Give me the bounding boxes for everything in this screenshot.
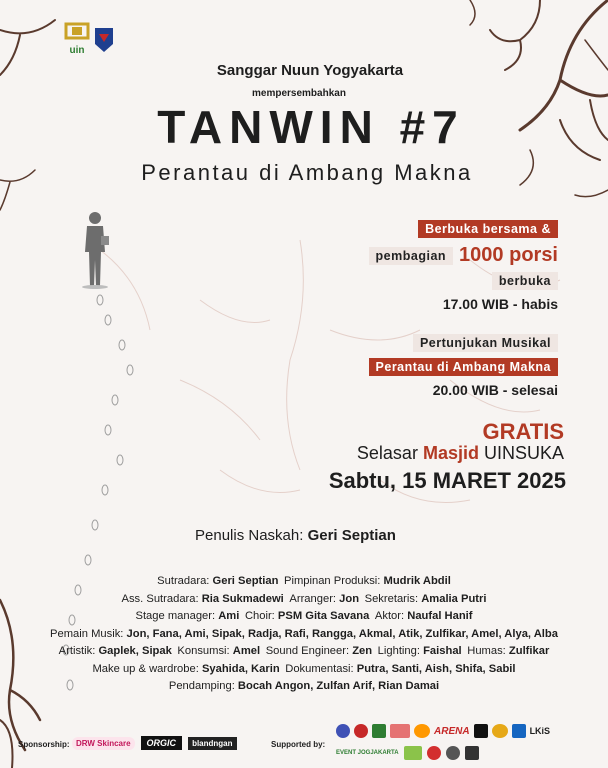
venue-place-b: Masjid bbox=[422, 443, 479, 463]
uin-logo-icon bbox=[64, 22, 90, 56]
page-subtitle: Perantau di Ambang Makna bbox=[141, 160, 473, 185]
event1-line3: berbuka bbox=[492, 272, 558, 290]
sponsorship-label: Sponsorship: bbox=[18, 740, 70, 749]
sponsor-logos bbox=[72, 736, 237, 750]
supporter-logos-bottom bbox=[336, 746, 479, 760]
credit-role: Ass. Sutradara: bbox=[121, 592, 199, 605]
credit-role: Make up & wardrobe: bbox=[92, 662, 199, 675]
credit-role: Aktor: bbox=[374, 610, 405, 622]
event1-tag-line3 bbox=[492, 272, 558, 290]
credit-person: Geri Septian bbox=[212, 575, 279, 587]
credit-role: Choir: bbox=[244, 610, 275, 622]
event2-tag-line2 bbox=[369, 358, 558, 376]
sponsor-orgic-logo: ORGIC bbox=[141, 736, 183, 750]
event1-line1: Berbuka bersama & bbox=[418, 220, 558, 238]
credit-person: Faishal bbox=[423, 645, 462, 657]
credits-block bbox=[0, 573, 608, 696]
credit-role: Arranger: bbox=[289, 592, 337, 605]
supporter-logo-icon bbox=[404, 746, 422, 760]
supporter-logo-icon bbox=[372, 724, 386, 738]
event-date: Sabtu, 15 MARET 2025 bbox=[328, 468, 566, 493]
event1-line2-row bbox=[369, 244, 558, 267]
page-title: TANWIN #7 bbox=[157, 101, 465, 153]
presents-text: mempersembahkan bbox=[252, 88, 346, 99]
credit-person: Ami bbox=[218, 610, 240, 622]
event2-time: 20.00 WIB - selesai bbox=[432, 382, 558, 398]
writer-line bbox=[195, 527, 396, 544]
supporter-logo-icon bbox=[390, 724, 410, 738]
event2-line1: Pertunjukan Musikal bbox=[413, 334, 558, 352]
supporter-event-logo: EVENT JOGJAKARTA bbox=[336, 750, 399, 756]
supporter-logo-icon bbox=[492, 724, 508, 738]
event1-tag-line1 bbox=[418, 220, 558, 238]
supporter-lkis-logo: LKiS bbox=[529, 726, 551, 736]
credit-row bbox=[0, 626, 608, 644]
credit-role: Pimpinan Produksi: bbox=[284, 575, 381, 587]
credit-person: Putra, Santi, Aish, Shifa, Sabil bbox=[356, 662, 516, 675]
credit-person: PSM Gita Savana bbox=[277, 610, 370, 622]
credit-row bbox=[0, 573, 608, 591]
supporter-logo-icon bbox=[474, 724, 488, 738]
credit-role: Konsumsi: bbox=[177, 645, 230, 657]
supporter-logo-icon bbox=[446, 746, 460, 760]
silhouette-figure bbox=[78, 210, 112, 290]
credit-person: Mudrik Abdil bbox=[383, 575, 451, 587]
credit-person: Syahida, Karin bbox=[201, 662, 280, 675]
free-badge: GRATIS bbox=[482, 419, 564, 444]
crest-logo-icon bbox=[93, 24, 115, 56]
credit-row bbox=[0, 591, 608, 609]
event1-line2a: pembagian bbox=[369, 247, 454, 265]
svg-text:uin: uin bbox=[69, 45, 85, 56]
credit-person: Zulfikar bbox=[508, 645, 550, 657]
credit-role: Artistik: bbox=[58, 645, 96, 657]
writer-label: Penulis Naskah: bbox=[195, 527, 304, 544]
credit-person: Jon bbox=[339, 592, 360, 605]
writer-name: Geri Septian bbox=[307, 527, 396, 544]
credit-role: Sound Engineer: bbox=[265, 645, 350, 657]
credit-person: Amalia Putri bbox=[421, 592, 487, 605]
credit-person: Jon, Fana, Ami, Sipak, Radja, Rafi, Rangga, Akmal, Atik, Zulfikar, Amel, Alya, Alba bbox=[126, 627, 558, 640]
credit-role: Stage manager: bbox=[135, 610, 216, 622]
credit-person: Amel bbox=[232, 645, 261, 657]
supporter-logo-icon bbox=[465, 746, 479, 760]
credit-row bbox=[0, 643, 608, 661]
credit-person: Ria Sukmadewi bbox=[201, 592, 284, 605]
event2-line2: Perantau di Ambang Makna bbox=[369, 358, 558, 376]
credit-person: Gaplek, Sipak bbox=[98, 645, 172, 657]
credit-row bbox=[0, 608, 608, 626]
credit-role: Lighting: bbox=[377, 645, 420, 657]
credit-person: Bocah Angon, Zulfan Arif, Rian Damai bbox=[237, 680, 440, 692]
supporter-arena-logo: ARENA bbox=[434, 725, 470, 737]
credit-row bbox=[0, 678, 608, 696]
credit-person: Naufal Hanif bbox=[407, 610, 473, 622]
event1-time: 17.00 WIB - habis bbox=[442, 296, 558, 312]
credit-role: Dokumentasi: bbox=[285, 662, 354, 675]
supporter-logo-icon bbox=[414, 724, 430, 738]
supporter-logo-icon bbox=[512, 724, 526, 738]
event2-tag-line1 bbox=[413, 334, 558, 352]
sponsor-blandngan-logo: blandngan bbox=[188, 737, 236, 750]
credit-row bbox=[0, 661, 608, 679]
supporter-logo-icon bbox=[354, 724, 368, 738]
supporter-logo-icon bbox=[427, 746, 441, 760]
credit-role: Pemain Musik: bbox=[50, 627, 124, 640]
credit-role: Sutradara: bbox=[157, 575, 210, 587]
credit-role: Sekretaris: bbox=[364, 592, 419, 605]
supported-label: Supported by: bbox=[271, 740, 326, 749]
supporter-logo-icon bbox=[336, 724, 350, 738]
credit-role: Humas: bbox=[467, 645, 506, 657]
venue-location bbox=[357, 443, 564, 464]
credit-person: Zen bbox=[352, 645, 373, 657]
venue-place-c: UINSUKA bbox=[483, 443, 564, 463]
event1-portion-count: 1000 porsi bbox=[459, 244, 558, 266]
organizer-name: Sanggar Nuun Yogyakarta bbox=[216, 62, 404, 79]
sponsor-drw-logo: DRW Skincare bbox=[72, 737, 135, 750]
supporter-logos-top bbox=[336, 724, 550, 738]
venue-place-a: Selasar bbox=[356, 443, 418, 463]
credit-role: Pendamping: bbox=[168, 680, 235, 692]
